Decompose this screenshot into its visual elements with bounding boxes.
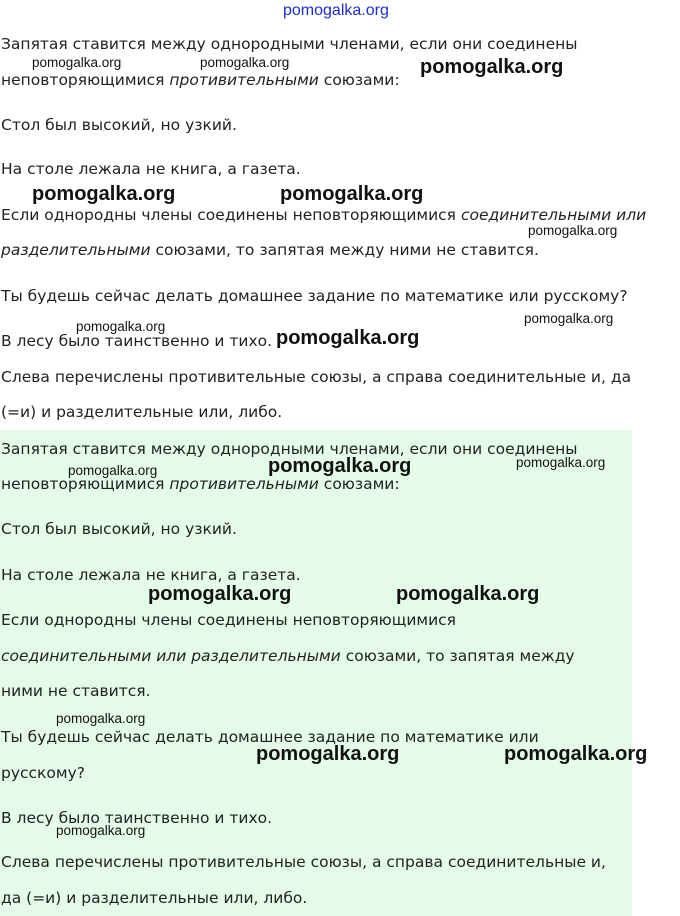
watermark: pomogalka.org <box>56 823 146 838</box>
example-sentence: Стол был высокий, но узкий. <box>1 520 237 538</box>
text-line: (=и) и разделительные или, либо. <box>1 403 283 421</box>
watermark: pomogalka.org <box>280 183 424 205</box>
watermark: pomogalka.org <box>256 743 400 765</box>
text-line: разделительными союзами, то запятая между ними не ставится. <box>1 241 539 259</box>
watermark: pomogalka.org <box>504 743 648 765</box>
watermark: pomogalka.org <box>68 463 158 478</box>
example-sentence: русскому? <box>1 764 85 782</box>
example-sentence: Стол был высокий, но узкий. <box>1 116 237 134</box>
text-line: неповторяющимися противительными союзами: <box>1 475 400 493</box>
watermark: pomogalka.org <box>528 223 618 238</box>
watermark: pomogalka.org <box>148 583 292 605</box>
example-sentence: На столе лежала не книга, а газета. <box>1 160 301 178</box>
green-highlight-panel <box>0 430 632 916</box>
text-line: Слева перечислены противительные союзы, а справа соединительные и, да <box>1 368 632 386</box>
watermark: pomogalka.org <box>32 183 176 205</box>
site-watermark-header: pomogalka.org <box>283 2 389 19</box>
watermark: pomogalka.org <box>524 311 614 326</box>
watermark: pomogalka.org <box>268 455 412 477</box>
example-sentence: На столе лежала не книга, а газета. <box>1 566 301 584</box>
watermark: pomogalka.org <box>420 56 564 78</box>
example-sentence: Ты будешь сейчас делать домашнее задание по математике или <box>1 728 539 746</box>
text-line: Если однородны члены соединены неповторяющимися соединительными или <box>1 206 647 224</box>
example-sentence: В лесу было таинственно и тихо. <box>1 809 273 827</box>
text-line: Запятая ставится между однородными членами, если они соединены <box>1 35 578 53</box>
watermark: pomogalka.org <box>276 327 420 349</box>
example-sentence: В лесу было таинственно и тихо. <box>1 332 273 350</box>
text-line: Запятая ставится между однородными членами, если они соединены <box>1 440 578 458</box>
watermark: pomogalka.org <box>396 583 540 605</box>
watermark: pomogalka.org <box>76 319 166 334</box>
text-line: неповторяющимися противительными союзами: <box>1 71 400 89</box>
text-line: да (=и) и разделительные или, либо. <box>1 889 308 907</box>
watermark: pomogalka.org <box>200 55 290 70</box>
example-sentence: Ты будешь сейчас делать домашнее задание по математике или русскому? <box>1 287 628 305</box>
text-line: ними не ставится. <box>1 682 151 700</box>
watermark: pomogalka.org <box>32 55 122 70</box>
text-line: Слева перечислены противительные союзы, а справа соединительные и, <box>1 853 606 871</box>
watermark: pomogalka.org <box>516 455 606 470</box>
watermark: pomogalka.org <box>56 711 146 726</box>
text-line: Если однородны члены соединены неповторяющимися <box>1 611 457 629</box>
text-line: соединительными или разделительными союзами, то запятая между <box>1 647 575 665</box>
